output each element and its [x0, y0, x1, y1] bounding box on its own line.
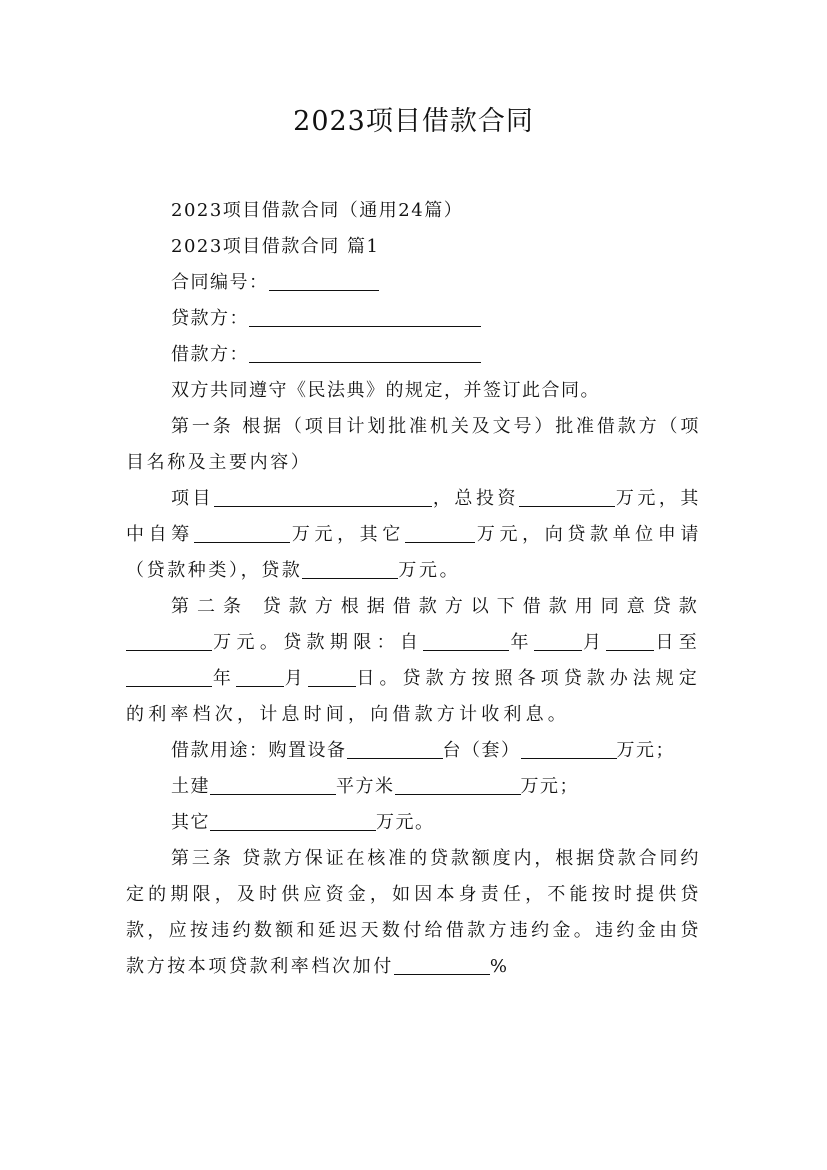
project-blank [214, 488, 432, 507]
contract-number-line [126, 265, 701, 301]
end-month-blank [236, 668, 284, 687]
other-line: 其它 万元。 [171, 812, 435, 833]
document-title: 2023项目借款合同 [293, 106, 534, 137]
end-year-blank [126, 668, 212, 687]
borrower-label: 借款方： [171, 344, 249, 365]
lender-blank [249, 308, 481, 327]
equipment-amount-blank [521, 740, 617, 759]
start-day-blank [606, 632, 654, 651]
total-investment-blank [519, 488, 615, 507]
penalty-rate-blank [394, 956, 490, 975]
equipment-qty-blank [347, 740, 443, 759]
section-heading: 2023项目借款合同 篇1 [171, 236, 380, 257]
other-funds-blank [405, 524, 475, 543]
contract-number-blank [269, 272, 379, 291]
contract-number-label: 合同编号： [171, 272, 269, 293]
paragraph-agreement: 双方共同遵守《民法典》的规定，并签订此合同。 [171, 380, 600, 401]
article-3: 第三条 贷款方保证在核准的贷款额度内，根据贷款合同约定的期限，及时供应资金，如因本身责任，不能按时提供贷款，应按违约数额和延迟天数付给借款方违约金。违约金由贷款方按本项贷款利率档次加付 % [126, 848, 701, 977]
construction-area-blank [210, 776, 336, 795]
document-body [126, 193, 701, 985]
construction-line: 土建 平方米 万元； [171, 776, 579, 797]
article-2: 第二条 贷款方根据借款方以下借款用同意贷款万元。贷款期限：自 年 月 日至年 月 日。贷款方按照各项贷款办法规定的利率档次，计息时间，向借款方计收利息。 [126, 596, 701, 725]
article-1: 第一条 根据（项目计划批准机关及文号）批准借款方（项目名称及主要内容） [126, 416, 701, 473]
loan-purpose-line: 借款用途：购置设备 台（套） 万元； [171, 740, 675, 761]
self-raised-blank [194, 524, 290, 543]
borrower-line [126, 337, 701, 373]
subtitle-line: 2023项目借款合同（通用24篇） [171, 200, 464, 221]
loan-amount-blank [302, 560, 398, 579]
start-month-blank [534, 632, 582, 651]
end-day-blank [308, 668, 356, 687]
start-year-blank [423, 632, 509, 651]
other-amount-blank [210, 812, 376, 831]
approved-amount-blank [126, 632, 212, 651]
borrower-blank [249, 344, 481, 363]
lender-label: 贷款方： [171, 308, 249, 329]
lender-line [126, 301, 701, 337]
construction-amount-blank [395, 776, 521, 795]
paragraph-project: 项目 ，总投资 万元，其中自筹 万元，其它 万元，向贷款单位申请（贷款种类），贷款 万元。 [126, 488, 702, 581]
